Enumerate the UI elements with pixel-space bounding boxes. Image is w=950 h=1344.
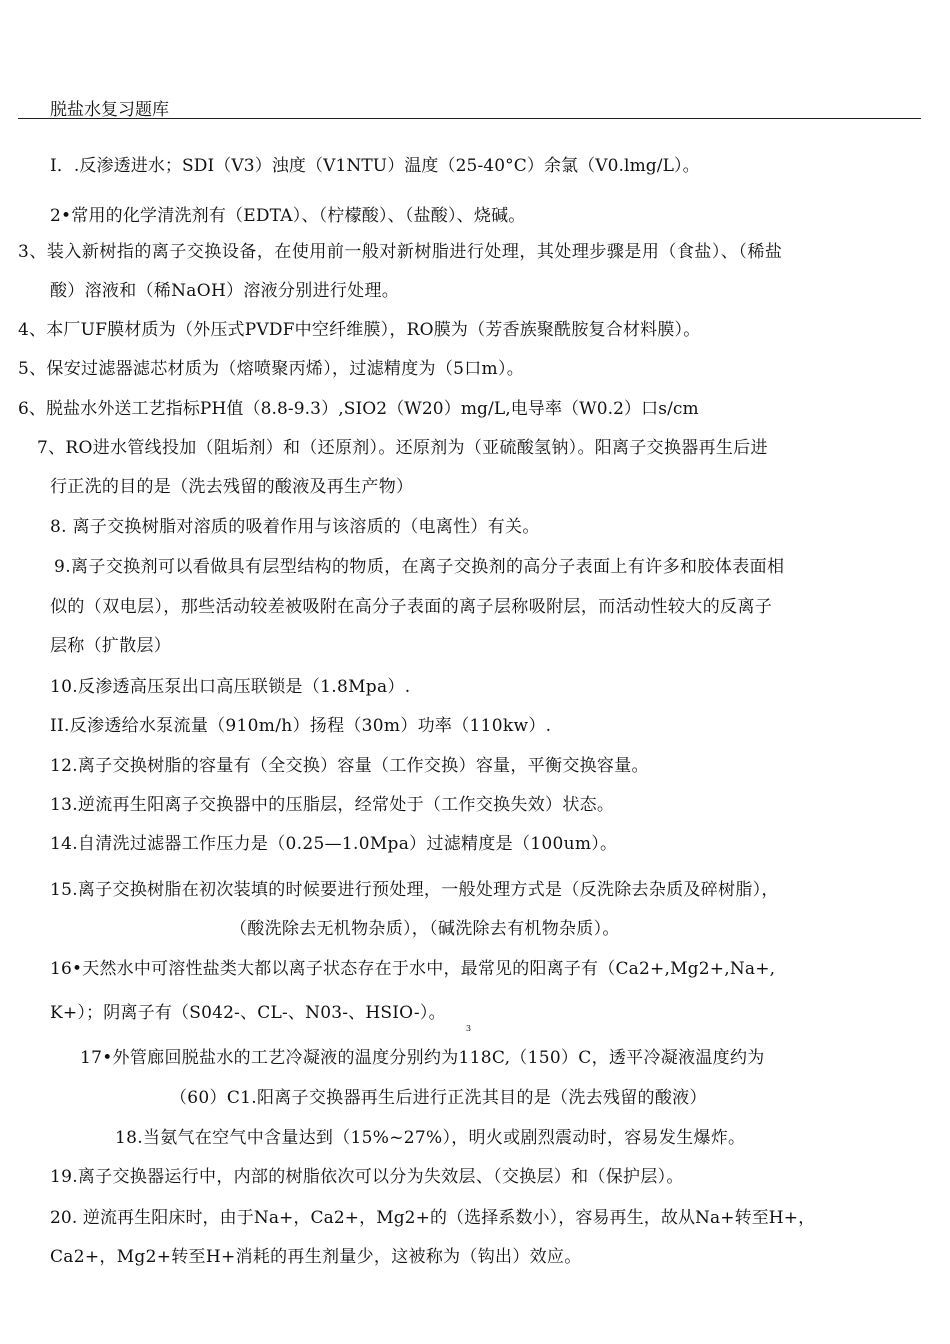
text-line: K+）；阴离子有（S042-、CL-、N03-、HSIO-）。 xyxy=(50,1003,446,1023)
text-line: 19.离子交换器运行中，内部的树脂依次可以分为失效层、（交换层）和（保护层）。 xyxy=(50,1167,684,1187)
text-line: Ca2+，Mg2+转至H+消耗的再生剂量少，这被称为（钩出）效应。 xyxy=(50,1247,582,1267)
text-line: 层称（扩散层） xyxy=(50,636,172,656)
text-line: 17•外管廊回脱盐水的工艺冷凝液的温度分别约为118C,（150）C，透平冷凝液温度约为 xyxy=(80,1048,765,1068)
text-line: 行正洗的目的是（洗去残留的酸液及再生产物） xyxy=(50,477,414,497)
text-line: 16•天然水中可溶性盐类大都以离子状态存在于水中，最常见的阳离子有（Ca2+,Mg2+,Na+, xyxy=(50,959,776,979)
text-line: 18.当氨气在空气中含量达到（15%~27%），明火或剧烈震动时，容易发生爆炸。 xyxy=(115,1128,746,1148)
text-line: 7、RO进水管线投加（阻垢剂）和（还原剂）。还原剂为（亚硫酸氢钠）。阳离子交换器再生后进 xyxy=(37,438,768,458)
text-line: 13.逆流再生阳离子交换器中的压脂层，经常处于（工作交换失效）状态。 xyxy=(50,795,615,815)
header-divider xyxy=(18,118,921,119)
page-title: 脱盐水复习题库 xyxy=(50,100,169,120)
text-line: 8. 离子交换树脂对溶质的吸着作用与该溶质的（电离性）有关。 xyxy=(50,517,540,537)
text-line: 9.离子交换剂可以看做具有层型结构的物质，在离子交换剂的高分子表面上有许多和胶体表面相 xyxy=(54,557,785,577)
text-line: 20. 逆流再生阳床时，由于Na+，Ca2+，Mg2+的（选择系数小），容易再生，故从Na+转至H+， xyxy=(50,1208,816,1228)
text-line: 6、脱盐水外送工艺指标PH值（8.8-9.3）,SIO2（W20）mg/L,电导率（W0.2）口s/cm xyxy=(18,399,699,419)
text-line: 2•常用的化学清洗剂有（EDTA）、（柠檬酸）、（盐酸）、烧碱。 xyxy=(50,206,526,226)
text-line: 5、保安过滤器滤芯材质为（熔喷聚丙烯），过滤精度为（5口m）。 xyxy=(18,359,525,379)
text-line: 14.自清洗过滤器工作压力是（0.25—1.0Mpa）过滤精度是（100um）。 xyxy=(50,834,618,854)
text-line: 3、装入新树指的离子交换设备，在使用前一般对新树脂进行处理，其处理步骤是用（食盐）、（稀盐 xyxy=(18,242,783,262)
text-line: （60）C1.阳离子交换器再生后进行正洗其目的是（洗去残留的酸液） xyxy=(170,1088,707,1108)
text-line: 12.离子交换树脂的容量有（全交换）容量（工作交换）容量，平衡交换容量。 xyxy=(50,756,649,776)
text-line: 4、本厂UF膜材质为（外压式PVDF中空纤维膜），RO膜为（芳香族聚酰胺复合材料膜）。 xyxy=(18,320,701,340)
text-line: 10.反渗透高压泵出口高压联锁是（1.8Mpa）. xyxy=(50,677,411,697)
text-line: 似的（双电层），那些活动较差被吸附在高分子表面的离子层称吸附层，而活动性较大的反离子 xyxy=(50,597,773,617)
text-line: 15.离子交换树脂在初次装填的时候要进行预处理，一般处理方式是（反洗除去杂质及碎树脂）， xyxy=(50,880,779,900)
text-line: II.反渗透给水泵流量（910m/h）扬程（30m）功率（110kw）. xyxy=(50,716,552,736)
text-line: （酸洗除去无机物杂质），（碱洗除去有机物杂质）。 xyxy=(230,919,620,939)
text-line: I．.反渗透进水；SDI（V3）浊度（V1NTU）温度（25-40°C）余氯（V0.lmg/L）。 xyxy=(50,156,700,176)
page-number: 3 xyxy=(466,1024,472,1033)
text-line: 酸）溶液和（稀NaOH）溶液分别进行处理。 xyxy=(50,281,400,301)
